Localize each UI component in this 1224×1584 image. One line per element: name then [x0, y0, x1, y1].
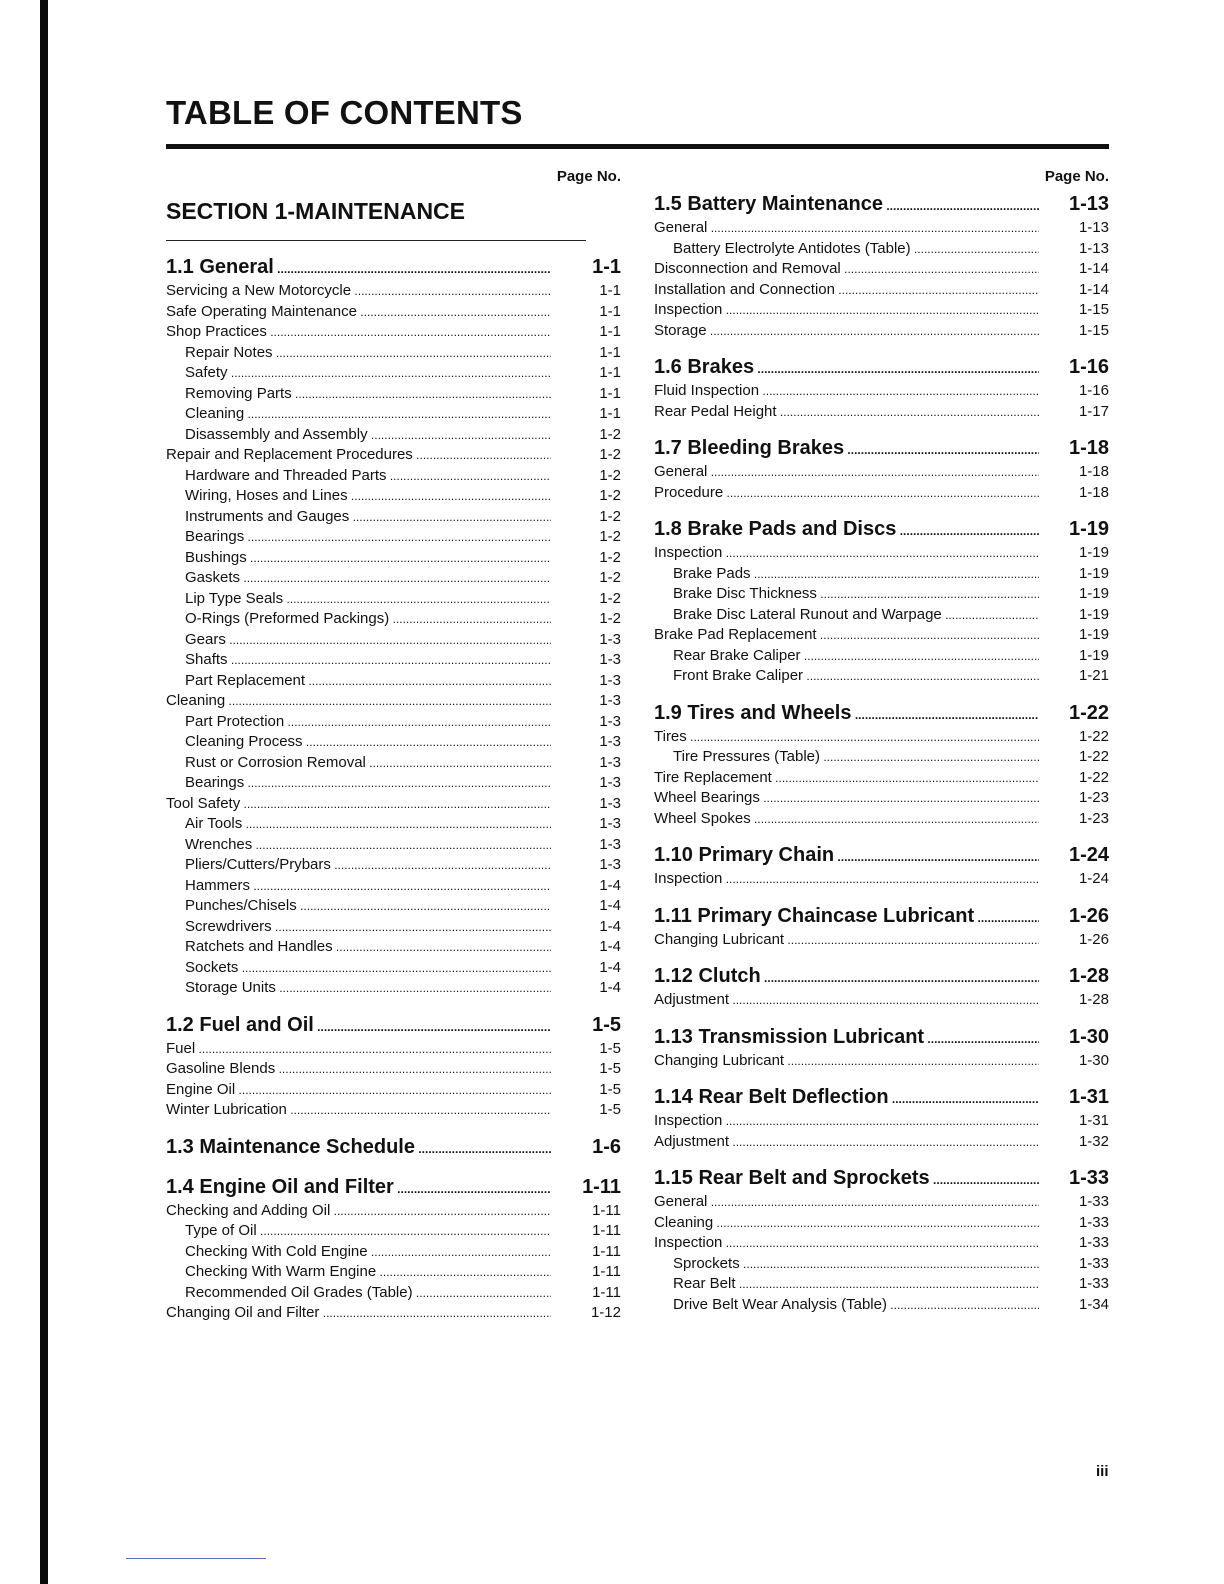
- toc-entry-label: Checking With Warm Engine .....: [166, 1262, 551, 1283]
- toc-entry-page: 1-22: [1068, 701, 1109, 724]
- toc-entry[interactable]: [654, 1192, 1109, 1213]
- toc-subentry[interactable]: [166, 671, 621, 692]
- toc-subentry[interactable]: [166, 548, 621, 569]
- toc-subentry[interactable]: [166, 896, 621, 917]
- toc-entry[interactable]: [654, 402, 1109, 423]
- toc-entry-page: 1-26: [1068, 904, 1109, 927]
- toc-entry-page: 1-3: [599, 794, 621, 812]
- footer-rule: [126, 1558, 266, 1559]
- toc-entry-label: Gears .....: [166, 630, 551, 651]
- toc-entry-page: 1-23: [1078, 789, 1109, 806]
- toc-entry-label: 1.14 Rear Belt Deflection .....: [654, 1083, 1039, 1113]
- toc-entry[interactable]: [166, 322, 621, 343]
- toc-entry-page: 1-4: [599, 897, 621, 914]
- toc-entry-label: Gaskets .....: [166, 568, 551, 589]
- title-rule: [166, 144, 1109, 149]
- toc-entry[interactable]: [654, 1051, 1109, 1072]
- toc-entry-page: 1-19: [1068, 518, 1109, 540]
- toc-entry-page: 1-3: [599, 835, 621, 853]
- toc-entry-page: 1-26: [1078, 930, 1109, 948]
- toc-entry[interactable]: [654, 768, 1109, 789]
- toc-entry-label: Adjustment .....: [654, 990, 1039, 1011]
- toc-entry-label: Tire Replacement .....: [654, 768, 1039, 789]
- binding-edge: [40, 0, 48, 1584]
- toc-section-entry[interactable]: [166, 1133, 621, 1161]
- toc-entry-page: 1-30: [1068, 1025, 1109, 1048]
- toc-subentry[interactable]: [166, 917, 621, 938]
- toc-entry-page: 1-28: [1078, 991, 1109, 1008]
- toc-entry-page: 1-3: [599, 651, 621, 668]
- toc-entry-page: 1-2: [599, 425, 621, 443]
- toc-entry-label: 1.12 Clutch .....: [654, 962, 1039, 992]
- toc-entry[interactable]: [166, 1201, 621, 1222]
- toc-entry-label: 1.15 Rear Belt and Sprockets .....: [654, 1164, 1039, 1194]
- toc-entry-label: 1.9 Tires and Wheels .....: [654, 699, 1039, 729]
- toc-entry-page: 1-4: [599, 938, 621, 955]
- toc-entry-label: Repair Notes .....: [166, 343, 551, 364]
- toc-entry-page: 1-15: [1078, 321, 1109, 339]
- toc-entry-label: Changing Oil and Filter .....: [166, 1303, 551, 1324]
- page-number: iii: [1096, 1463, 1109, 1480]
- toc-section-entry[interactable]: [654, 190, 1109, 218]
- toc-entry-label: 1.4 Engine Oil and Filter .....: [166, 1173, 551, 1203]
- toc-entry-label: Brake Disc Thickness .....: [654, 584, 1039, 605]
- toc-entry-page: 1-1: [592, 256, 621, 278]
- toc-entry-label: Changing Lubricant .....: [654, 930, 1039, 951]
- toc-entry-label: Punches/Chisels .....: [166, 896, 551, 917]
- toc-list-right: [654, 190, 1109, 1315]
- toc-entry-page: 1-21: [1078, 667, 1109, 684]
- toc-entry[interactable]: [654, 462, 1109, 483]
- toc-subentry[interactable]: [166, 527, 621, 548]
- toc-entry-page: 1-33: [1078, 1193, 1109, 1210]
- page-title: TABLE OF CONTENTS: [166, 94, 523, 131]
- toc-left-column: [166, 168, 621, 1324]
- toc-entry-page: 1-19: [1078, 646, 1109, 664]
- toc-entry[interactable]: [654, 1213, 1109, 1234]
- toc-section-entry[interactable]: [654, 699, 1109, 727]
- toc-entry[interactable]: [654, 1233, 1109, 1254]
- toc-entry-label: Wrenches .....: [166, 835, 551, 856]
- toc-subentry[interactable]: [166, 773, 621, 794]
- toc-entry[interactable]: [654, 1111, 1109, 1132]
- toc-entry-page: 1-11: [592, 1201, 621, 1219]
- toc-entry-page: 1-33: [1078, 1254, 1109, 1272]
- toc-entry-label: Pliers/Cutters/Prybars .....: [166, 855, 551, 876]
- toc-subentry[interactable]: [166, 876, 621, 897]
- toc-entry-page: 1-19: [1078, 544, 1109, 561]
- toc-entry-page: 1-4: [599, 917, 621, 935]
- toc-entry[interactable]: [166, 691, 621, 712]
- toc-entry-label: 1.10 Primary Chain .....: [654, 841, 1039, 871]
- toc-entry-label: Part Replacement .....: [166, 671, 551, 692]
- toc-entry[interactable]: [654, 990, 1109, 1011]
- toc-entry-page: 1-22: [1078, 768, 1109, 786]
- toc-entry[interactable]: [654, 727, 1109, 748]
- toc-entry[interactable]: [654, 543, 1109, 564]
- toc-entry-page: 1-19: [1078, 564, 1109, 582]
- toc-entry-label: Front Brake Caliper .....: [654, 666, 1039, 687]
- toc-entry-page: 1-2: [599, 548, 621, 566]
- toc-entry-label: Rear Belt .....: [654, 1274, 1039, 1295]
- toc-entry-page: 1-24: [1068, 844, 1109, 866]
- toc-subentry[interactable]: [166, 978, 621, 999]
- toc-entry-label: General .....: [654, 462, 1039, 483]
- toc-entry-label: Screwdrivers .....: [166, 917, 551, 938]
- toc-subentry[interactable]: [654, 239, 1109, 260]
- toc-entry-label: Recommended Oil Grades (Table) .....: [166, 1283, 551, 1304]
- toc-subentry[interactable]: [166, 466, 621, 487]
- toc-entry[interactable]: [166, 281, 621, 302]
- toc-entry-label: Brake Disc Lateral Runout and Warpage .....: [654, 605, 1039, 626]
- toc-entry-label: Inspection .....: [654, 1233, 1039, 1254]
- toc-subentry[interactable]: [654, 666, 1109, 687]
- toc-section-entry[interactable]: [654, 841, 1109, 869]
- toc-entry-page: 1-19: [1078, 605, 1109, 623]
- toc-entry[interactable]: [654, 1132, 1109, 1153]
- toc-entry-page: 1-33: [1078, 1213, 1109, 1231]
- toc-entry[interactable]: [654, 809, 1109, 830]
- toc-entry-page: 1-2: [599, 589, 621, 607]
- toc-entry-page: 1-11: [592, 1222, 621, 1239]
- toc-entry-page: 1-5: [599, 1080, 621, 1098]
- toc-entry-page: 1-5: [592, 1013, 621, 1036]
- toc-entry-label: 1.7 Bleeding Brakes .....: [654, 434, 1039, 464]
- toc-entry-label: Storage Units .....: [166, 978, 551, 999]
- toc-entry-label: Bearings .....: [166, 527, 551, 548]
- toc-entry-label: Wiring, Hoses and Lines .....: [166, 486, 551, 507]
- toc-entry-page: 1-18: [1078, 463, 1109, 480]
- toc-entry-page: 1-3: [599, 671, 621, 689]
- toc-subentry[interactable]: [654, 1295, 1109, 1316]
- toc-entry-label: Storage .....: [654, 321, 1039, 342]
- toc-entry-label: Shop Practices .....: [166, 322, 551, 343]
- toc-entry-page: 1-12: [590, 1304, 621, 1321]
- toc-entry-label: Tire Pressures (Table) .....: [654, 747, 1039, 768]
- toc-entry[interactable]: [166, 302, 621, 323]
- toc-subentry[interactable]: [166, 835, 621, 856]
- toc-entry-page: 1-11: [592, 1242, 621, 1260]
- toc-entry[interactable]: [654, 483, 1109, 504]
- toc-section-entry[interactable]: [654, 962, 1109, 990]
- toc-entry-label: General .....: [654, 1192, 1039, 1213]
- toc-entry-label: Type of Oil .....: [166, 1221, 551, 1242]
- toc-section-entry[interactable]: [166, 1011, 621, 1039]
- toc-list-left: [166, 253, 621, 1324]
- toc-entry-label: Cleaning .....: [166, 691, 551, 712]
- toc-entry-label: Inspection .....: [654, 1111, 1039, 1132]
- toc-subentry[interactable]: [166, 753, 621, 774]
- toc-entry-page: 1-3: [599, 630, 621, 648]
- toc-entry-page: 1-28: [1068, 965, 1109, 987]
- toc-entry-label: Part Protection .....: [166, 712, 551, 733]
- toc-subentry[interactable]: [166, 630, 621, 651]
- toc-section-entry[interactable]: [654, 902, 1109, 930]
- toc-entry-page: 1-16: [1078, 382, 1109, 399]
- toc-section-entry[interactable]: [166, 1173, 621, 1201]
- toc-subentry[interactable]: [166, 363, 621, 384]
- toc-entry-page: 1-17: [1078, 402, 1109, 420]
- toc-entry-label: Gasoline Blends .....: [166, 1059, 551, 1080]
- toc-entry-label: Safety .....: [166, 363, 551, 384]
- toc-subentry[interactable]: [166, 937, 621, 958]
- toc-subentry[interactable]: [166, 568, 621, 589]
- toc-entry-label: General .....: [654, 218, 1039, 239]
- toc-subentry[interactable]: [166, 1242, 621, 1263]
- toc-entry-label: Winter Lubrication .....: [166, 1100, 551, 1121]
- toc-entry[interactable]: [654, 218, 1109, 239]
- toc-entry-label: Fluid Inspection .....: [654, 381, 1039, 402]
- toc-entry-label: Bushings .....: [166, 548, 551, 569]
- toc-entry-page: 1-1: [599, 343, 621, 361]
- toc-entry-label: Bearings .....: [166, 773, 551, 794]
- toc-entry-label: 1.5 Battery Maintenance .....: [654, 190, 1039, 220]
- toc-entry-label: Rear Brake Caliper .....: [654, 646, 1039, 667]
- toc-entry-label: Adjustment .....: [654, 1132, 1039, 1153]
- toc-entry-page: 1-14: [1078, 260, 1109, 277]
- toc-entry-page: 1-16: [1068, 356, 1109, 378]
- toc-subentry[interactable]: [166, 404, 621, 425]
- toc-section-entry[interactable]: [166, 253, 621, 281]
- toc-entry-label: Shafts .....: [166, 650, 551, 671]
- toc-entry-page: 1-6: [592, 1135, 621, 1158]
- toc-entry[interactable]: [166, 794, 621, 815]
- toc-entry-page: 1-3: [599, 815, 621, 832]
- toc-entry-label: Wheel Spokes .....: [654, 809, 1039, 830]
- toc-entry-page: 1-1: [599, 384, 621, 402]
- toc-entry-page: 1-4: [599, 958, 621, 976]
- toc-entry[interactable]: [654, 280, 1109, 301]
- toc-entry[interactable]: [166, 1080, 621, 1101]
- toc-subentry[interactable]: [166, 384, 621, 405]
- toc-entry-page: 1-11: [592, 1283, 621, 1301]
- toc-entry-label: 1.6 Brakes .....: [654, 353, 1039, 383]
- toc-subentry[interactable]: [166, 589, 621, 610]
- toc-subentry[interactable]: [166, 814, 621, 835]
- toc-entry[interactable]: [654, 869, 1109, 890]
- toc-entry-page: 1-5: [599, 1039, 621, 1057]
- toc-entry-label: Engine Oil .....: [166, 1080, 551, 1101]
- toc-entry-page: 1-3: [599, 856, 621, 873]
- toc-entry-page: 1-2: [599, 610, 621, 627]
- toc-entry-label: Inspection .....: [654, 869, 1039, 890]
- toc-entry-label: 1.2 Fuel and Oil .....: [166, 1011, 551, 1041]
- toc-entry-label: Rear Pedal Height .....: [654, 402, 1039, 423]
- toc-section-entry[interactable]: [654, 434, 1109, 462]
- toc-entry-page: 1-4: [599, 876, 621, 894]
- toc-entry-label: 1.1 General .....: [166, 253, 551, 283]
- toc-entry-page: 1-24: [1078, 870, 1109, 887]
- toc-entry-page: 1-2: [599, 569, 621, 586]
- toc-entry-label: Sprockets .....: [654, 1254, 1039, 1275]
- toc-entry-label: Ratchets and Handles .....: [166, 937, 551, 958]
- toc-entry-label: Cleaning .....: [166, 404, 551, 425]
- toc-entry-label: Inspection .....: [654, 300, 1039, 321]
- toc-subentry[interactable]: [166, 507, 621, 528]
- toc-subentry[interactable]: [166, 1262, 621, 1283]
- toc-right-column: [654, 168, 1109, 1315]
- toc-entry-page: 1-4: [599, 979, 621, 996]
- toc-entry-page: 1-13: [1078, 219, 1109, 236]
- toc-entry-label: Fuel .....: [166, 1039, 551, 1060]
- toc-entry[interactable]: [654, 300, 1109, 321]
- toc-entry-page: 1-31: [1068, 1086, 1109, 1108]
- toc-entry-label: Safe Operating Maintenance .....: [166, 302, 551, 323]
- toc-subentry[interactable]: [654, 584, 1109, 605]
- toc-entry-page: 1-32: [1078, 1132, 1109, 1150]
- toc-entry-page: 1-18: [1068, 437, 1109, 459]
- toc-entry-label: Drive Belt Wear Analysis (Table) .....: [654, 1295, 1039, 1316]
- toc-entry-page: 1-22: [1078, 748, 1109, 765]
- toc-entry[interactable]: [654, 321, 1109, 342]
- section-rule: [166, 240, 586, 241]
- toc-subentry[interactable]: [654, 564, 1109, 585]
- toc-entry-page: 1-2: [599, 446, 621, 463]
- toc-entry-page: 1-19: [1078, 585, 1109, 602]
- toc-entry-label: Tires .....: [654, 727, 1039, 748]
- toc-entry-page: 1-1: [599, 302, 621, 320]
- toc-subentry[interactable]: [166, 609, 621, 630]
- toc-entry-label: 1.11 Primary Chaincase Lubricant .....: [654, 902, 1039, 932]
- toc-entry-page: 1-13: [1068, 193, 1109, 215]
- toc-subentry[interactable]: [166, 1283, 621, 1304]
- toc-entry-label: Wheel Bearings .....: [654, 788, 1039, 809]
- toc-entry-page: 1-11: [582, 1175, 621, 1198]
- toc-entry-label: Instruments and Gauges .....: [166, 507, 551, 528]
- toc-entry-label: Repair and Replacement Procedures .....: [166, 445, 551, 466]
- toc-entry-label: Changing Lubricant .....: [654, 1051, 1039, 1072]
- toc-entry[interactable]: [166, 1303, 621, 1324]
- toc-section-entry[interactable]: [654, 353, 1109, 381]
- toc-subentry[interactable]: [166, 343, 621, 364]
- toc-entry-page: 1-30: [1078, 1051, 1109, 1069]
- toc-entry-page: 1-1: [599, 323, 621, 340]
- toc-entry-label: Lip Type Seals .....: [166, 589, 551, 610]
- toc-entry-label: Hardware and Threaded Parts .....: [166, 466, 551, 487]
- toc-entry-page: 1-34: [1078, 1295, 1109, 1313]
- toc-entry-page: 1-3: [599, 733, 621, 750]
- toc-entry-label: Checking and Adding Oil .....: [166, 1201, 551, 1222]
- toc-entry-page: 1-1: [599, 405, 621, 422]
- toc-subentry[interactable]: [166, 425, 621, 446]
- toc-entry-label: Battery Electrolyte Antidotes (Table) .....: [654, 239, 1039, 260]
- toc-section-entry[interactable]: [654, 1164, 1109, 1192]
- toc-entry-page: 1-23: [1078, 809, 1109, 827]
- toc-entry-page: 1-33: [1068, 1167, 1109, 1189]
- toc-entry[interactable]: [654, 259, 1109, 280]
- toc-entry-page: 1-1: [599, 282, 621, 299]
- toc-entry-page: 1-5: [599, 1101, 621, 1118]
- toc-entry[interactable]: [166, 1100, 621, 1121]
- toc-entry-label: Sockets .....: [166, 958, 551, 979]
- toc-entry-page: 1-33: [1078, 1234, 1109, 1251]
- toc-entry-page: 1-14: [1078, 280, 1109, 298]
- toc-entry-label: Tool Safety .....: [166, 794, 551, 815]
- toc-entry-label: Checking With Cold Engine .....: [166, 1242, 551, 1263]
- toc-subentry[interactable]: [166, 486, 621, 507]
- toc-entry-page: 1-1: [599, 364, 621, 381]
- toc-entry-page: 1-3: [599, 753, 621, 771]
- toc-entry-page: 1-5: [599, 1060, 621, 1077]
- toc-entry-page: 1-2: [599, 466, 621, 484]
- section-title: SECTION 1-MAINTENANCE: [166, 198, 466, 224]
- toc-entry-label: Disassembly and Assembly .....: [166, 425, 551, 446]
- toc-entry-label: Hammers .....: [166, 876, 551, 897]
- toc-entry-page: 1-19: [1078, 626, 1109, 643]
- toc-entry-label: Rust or Corrosion Removal .....: [166, 753, 551, 774]
- toc-entry-label: 1.3 Maintenance Schedule .....: [166, 1133, 551, 1163]
- toc-entry[interactable]: [166, 445, 621, 466]
- toc-subentry[interactable]: [166, 958, 621, 979]
- toc-entry-label: Removing Parts .....: [166, 384, 551, 405]
- toc-subentry[interactable]: [166, 855, 621, 876]
- toc-section-entry[interactable]: [654, 1023, 1109, 1051]
- toc-entry-page: 1-3: [599, 712, 621, 730]
- toc-entry-label: Installation and Connection .....: [654, 280, 1039, 301]
- toc-subentry[interactable]: [654, 1274, 1109, 1295]
- toc-entry-label: Inspection .....: [654, 543, 1039, 564]
- toc-entry-page: 1-15: [1078, 301, 1109, 318]
- toc-entry-page: 1-31: [1078, 1112, 1109, 1129]
- toc-entry[interactable]: [166, 1059, 621, 1080]
- toc-subentry[interactable]: [166, 732, 621, 753]
- toc-section-entry[interactable]: [654, 1083, 1109, 1111]
- toc-entry-page: 1-3: [599, 774, 621, 791]
- toc-subentry[interactable]: [654, 747, 1109, 768]
- toc-entry-label: 1.13 Transmission Lubricant .....: [654, 1023, 1039, 1053]
- toc-subentry[interactable]: [654, 1254, 1109, 1275]
- toc-subentry[interactable]: [654, 605, 1109, 626]
- toc-subentry[interactable]: [166, 650, 621, 671]
- toc-entry-label: Brake Pad Replacement .....: [654, 625, 1039, 646]
- toc-entry-label: Cleaning .....: [654, 1213, 1039, 1234]
- toc-entry-page: 1-2: [599, 487, 621, 504]
- toc-entry-page: 1-13: [1078, 239, 1109, 257]
- toc-entry-label: Disconnection and Removal .....: [654, 259, 1039, 280]
- toc-entry-page: 1-18: [1078, 483, 1109, 501]
- toc-entry-page: 1-2: [599, 528, 621, 545]
- toc-entry-label: Servicing a New Motorcycle .....: [166, 281, 551, 302]
- toc-subentry[interactable]: [166, 712, 621, 733]
- toc-entry-page: 1-11: [592, 1263, 621, 1280]
- toc-entry[interactable]: [654, 625, 1109, 646]
- page-no-header-right: Page No.: [1044, 168, 1109, 185]
- toc-entry[interactable]: [654, 788, 1109, 809]
- toc-entry-label: O-Rings (Preformed Packings) .....: [166, 609, 551, 630]
- toc-entry-label: Brake Pads .....: [654, 564, 1039, 585]
- toc-subentry[interactable]: [654, 646, 1109, 667]
- toc-entry[interactable]: [654, 381, 1109, 402]
- toc-entry-label: 1.8 Brake Pads and Discs .....: [654, 515, 1039, 545]
- toc-section-entry[interactable]: [654, 515, 1109, 543]
- toc-entry-page: 1-3: [599, 692, 621, 709]
- toc-entry-page: 1-22: [1078, 727, 1109, 745]
- toc-entry-label: Procedure .....: [654, 483, 1039, 504]
- toc-entry[interactable]: [166, 1039, 621, 1060]
- toc-entry-label: Cleaning Process .....: [166, 732, 551, 753]
- toc-entry[interactable]: [654, 930, 1109, 951]
- toc-entry-page: 1-2: [599, 507, 621, 525]
- toc-entry-page: 1-33: [1078, 1275, 1109, 1292]
- page-no-header-left: Page No.: [556, 168, 621, 185]
- toc-entry-label: Air Tools .....: [166, 814, 551, 835]
- toc-subentry[interactable]: [166, 1221, 621, 1242]
